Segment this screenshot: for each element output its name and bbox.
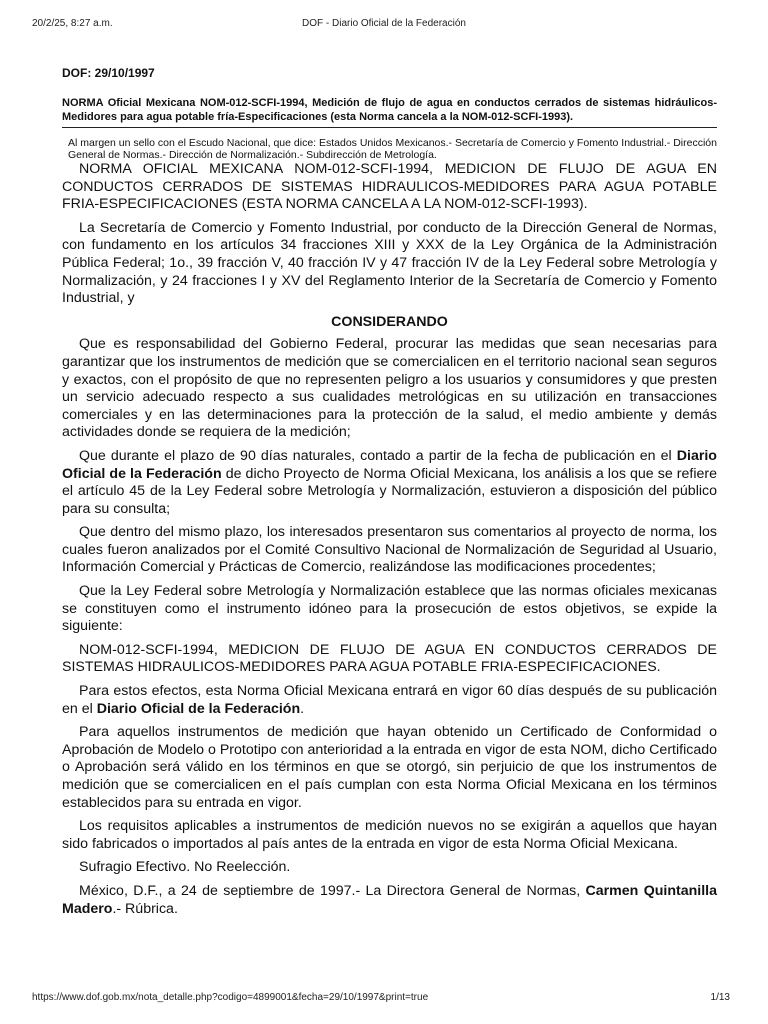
paragraph-firma-bold: Carmen Quintanilla Madero: [62, 882, 718, 917]
paragraph-secretaria: La Secretaría de Comercio y Fomento Industrial, por conducto de la Dirección General de Normas, con fundamento en los artículos 34 fracciones XIII y XXX de la Ley Orgánica de la Administración Pública Federal; 1o., 39 fracción V, 40 fracción IV y 47 fracción IV de la Ley Federal sobre Metrología y Normalización, y 24 fracciones I y XV del Reglamento Interior de la Secretaría de Comercio y Fomento Industrial, y: [62, 219, 717, 307]
margin-note: Al margen un sello con el Escudo Nacional, que dice: Estados Unidos Mexicanos.- Secretaría de Comercio y Fomento Industrial.- Dirección General de Normas.- Dirección de Normalización.- Subdirección de Metrología.: [68, 137, 717, 161]
paragraph-vigor-b: .: [300, 700, 305, 717]
heading-considerando: CONSIDERANDO: [331, 313, 448, 330]
paragraph-firma-b: .- Rúbrica.: [112, 900, 178, 917]
paragraph-vigor: [62, 683, 717, 718]
paragraph-title-upper: NORMA OFICIAL MEXICANA NOM-012-SCFI-1994, MEDICION DE FLUJO DE AGUA EN CONDUCTOS CERRADOS DE SISTEMAS HIDRAULICOS-MEDIDORES PARA AGUA POTABLE FRIA-ESPECIFICACIONES (ESTA NORMA CANCELA A LA NOM-012-SCFI-1993).: [62, 161, 717, 213]
paragraph-responsabilidad: Que es responsabilidad del Gobierno Federal, procurar las medidas que sean necesarias para garantizar que los instrumentos de medición que se comercialicen en el territorio nacional sean seguros y exactos, con el propósito de que no representen peligro a los usuarios y consumidores y que presten un servicio adecuado respecto a sus cualidades metrológicas en su utilización en transacciones comerciales y en las determinaciones para la protección de la salud, el medio ambiente y demás actividades donde se requiera de la medición;: [62, 336, 717, 441]
print-url: https://www.dof.gob.mx/nota_detalle.php?codigo=4899001&fecha=29/10/1997&print=true: [32, 992, 429, 1003]
paragraph-ley: Que la Ley Federal sobre Metrología y Normalización establece que las normas oficiales mexicanas se constituyen como el instrumento idóneo para la prosecución de estos objetivos, se expide la siguiente:: [62, 583, 717, 635]
paragraph-firma-a: México, D.F., a 24 de septiembre de 1997.- La Directora General de Normas,: [79, 882, 586, 899]
page-number: 1/13: [710, 992, 730, 1003]
paragraph-plazo: [62, 448, 717, 518]
paragraph-plazo-b: de dicho Proyecto de Norma Oficial Mexicana, los análisis a los que se refiere el artículo 45 de la Ley Federal sobre Metrología y Normalización, estuvieron a disposición del público para su consulta;: [62, 465, 717, 517]
paragraph-plazo-bold: Diario Oficial de la Federación: [62, 447, 717, 482]
paragraph-nom-upper: NOM-012-SCFI-1994, MEDICION DE FLUJO DE AGUA EN CONDUCTOS CERRADOS DE SISTEMAS HIDRAULICOS-MEDIDORES PARA AGUA POTABLE FRIA-ESPECIFICACIONES.: [62, 641, 717, 676]
paragraph-plazo-a: Que durante el plazo de 90 días naturales, contado a partir de la fecha de publicación en el: [79, 447, 672, 464]
paragraph-certificado: Para aquellos instrumentos de medición que hayan obtenido un Certificado de Conformidad o Aprobación de Modelo o Prototipo con anterioridad a la entrada en vigor de esta NOM, dicho Certificado o Aprobación será válido en los términos en que se otorgó, sin perjuicio de que los instrumentos de medición que se comercialicen en el país cumplan con esta Norma Oficial Mexicana en los términos establecidos para su entrada en vigor.: [62, 724, 717, 811]
paragraph-comentarios: Que dentro del mismo plazo, los interesados presentaron sus comentarios al proyecto de norma, los cuales fueron analizados por el Comité Consultivo Nacional de Normalización de Seguridad al Usuario, Información Comercial y Prácticas de Comercio, realizándose las modificaciones procedentes;: [62, 524, 717, 576]
paragraph-vigor-a: Para estos efectos, esta Norma Oficial Mexicana entrará en vigor 60 días después de su publicación en el: [62, 683, 717, 717]
print-page-title: DOF - Diario Oficial de la Federación: [302, 18, 466, 29]
paragraph-firma: [62, 883, 717, 918]
paragraph-sufragio: Sufragio Efectivo. No Reelección.: [79, 859, 291, 876]
document-content: [62, 66, 717, 924]
print-footer: [32, 992, 736, 1006]
print-datetime: 20/2/25, 8:27 a.m.: [32, 18, 113, 29]
norma-title: NORMA Oficial Mexicana NOM-012-SCFI-1994, Medición de flujo de agua en conductos cerrados de sistemas hidráulicos-Medidores para agua potable fría-Especificaciones (esta Norma cancela a la NOM-012-SCFI-1993).: [62, 96, 717, 128]
dof-date: DOF: 29/10/1997: [62, 66, 155, 80]
print-header: [32, 18, 736, 32]
paragraph-requisitos: Los requisitos aplicables a instrumentos de medición nuevos no se exigirán a aquellos que hayan sido fabricados o importados al país antes de la entrada en vigor de esta Norma Oficial Mexicana.: [62, 818, 717, 852]
paragraph-vigor-bold: Diario Oficial de la Federación: [96, 700, 301, 717]
document-body: [62, 161, 717, 918]
